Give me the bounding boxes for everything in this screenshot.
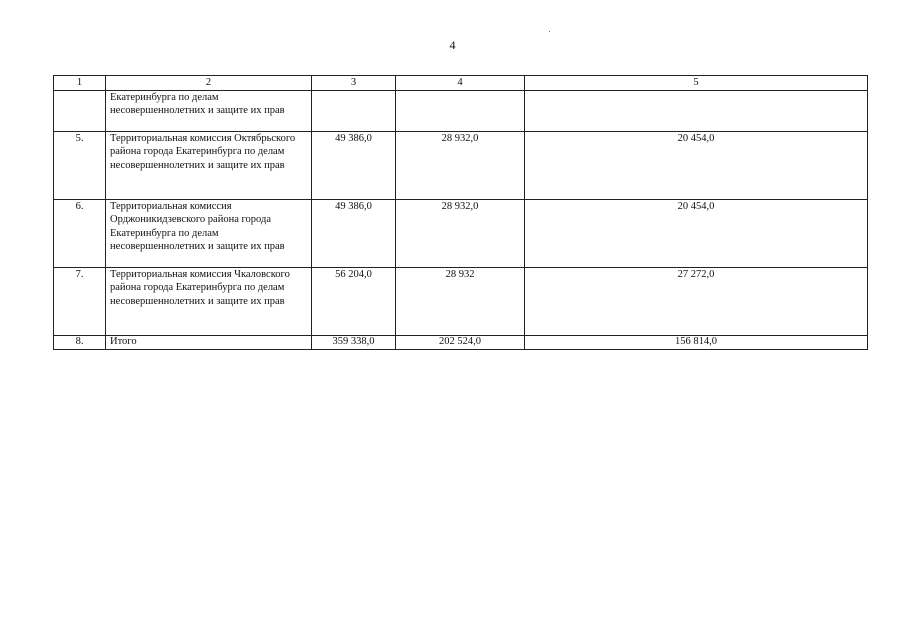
- row-number: 8.: [54, 336, 106, 350]
- page-number: 4: [449, 38, 456, 52]
- header-cell-4: 4: [396, 76, 525, 91]
- header-cell-1: 1: [54, 76, 106, 91]
- row-value-col5: 27 272,0: [525, 268, 868, 336]
- table-row: [54, 268, 868, 336]
- row-value-col3: 56 204,0: [312, 268, 396, 336]
- row-value-col4: 28 932,0: [396, 132, 525, 200]
- row-value-col4: 28 932,0: [396, 200, 525, 268]
- row-value-col3: [312, 91, 396, 132]
- row-number: [54, 91, 106, 132]
- header-cell-3: 3: [312, 76, 396, 91]
- table-total-row: [54, 336, 868, 350]
- row-value-col3: 49 386,0: [312, 132, 396, 200]
- table-row: [54, 132, 868, 200]
- row-value-col5: 20 454,0: [525, 132, 868, 200]
- header-cell-2: 2: [106, 76, 312, 91]
- row-value-col3: 359 338,0: [312, 336, 396, 350]
- table-header-row: [54, 76, 868, 91]
- table-row: [54, 200, 868, 268]
- budget-table: [53, 75, 868, 350]
- scan-speck: [549, 31, 550, 32]
- row-name: Территориальная комиссия Чкаловского района города Екатеринбурга по делам несовершеннолетних и защите их прав: [106, 268, 312, 336]
- row-name: Екатеринбурга по делам несовершеннолетних и защите их прав: [106, 91, 312, 132]
- row-value-col3: 49 386,0: [312, 200, 396, 268]
- header-cell-5: 5: [525, 76, 868, 91]
- row-value-col4: [396, 91, 525, 132]
- row-number: 5.: [54, 132, 106, 200]
- row-number: 6.: [54, 200, 106, 268]
- row-name: Итого: [106, 336, 312, 350]
- row-name: Территориальная комиссия Орджоникидзевского района города Екатеринбурга по делам несовершеннолетних и защите их прав: [106, 200, 312, 268]
- row-name: Территориальная комиссия Октябрьского района города Екатеринбурга по делам несовершеннолетних и защите их прав: [106, 132, 312, 200]
- row-value-col4: 28 932: [396, 268, 525, 336]
- table-row: [54, 91, 868, 132]
- row-value-col5: 156 814,0: [525, 336, 868, 350]
- row-value-col5: [525, 91, 868, 132]
- row-value-col5: 20 454,0: [525, 200, 868, 268]
- row-number: 7.: [54, 268, 106, 336]
- row-value-col4: 202 524,0: [396, 336, 525, 350]
